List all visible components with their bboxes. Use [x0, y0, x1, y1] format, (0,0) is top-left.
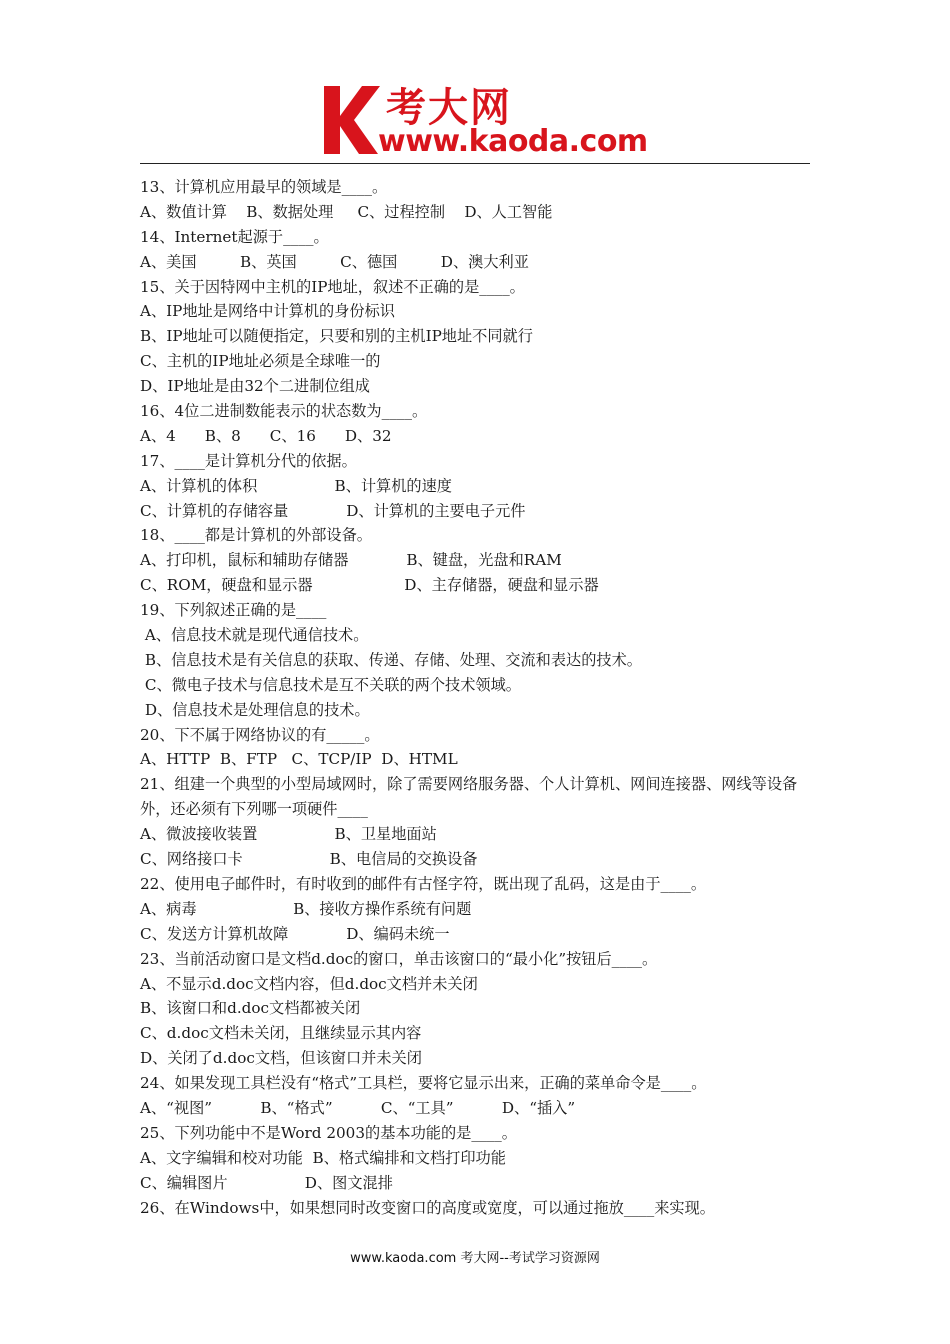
option-line: D、信息技术是处理信息的技术。: [140, 700, 370, 719]
option-line: A、不显示d.doc文档内容，但d.doc文档并未关闭: [140, 974, 478, 993]
option-line: A、微波接收装置 B、卫星地面站: [140, 825, 437, 844]
question-line: 24、如果发现工具栏没有“格式”工具栏，要将它显示出来，正确的菜单命令是____。: [140, 1074, 707, 1093]
option-line: D、IP地址是由32个二进制位组成: [140, 377, 370, 396]
question-list: [140, 175, 812, 1220]
brand-url: www.kaoda.com: [378, 124, 648, 159]
question-line: 26、在Windows中，如果想同时改变窗口的高度或宽度，可以通过拖放____来实现。: [140, 1198, 715, 1217]
option-line: C、主机的IP地址必须是全球唯一的: [140, 352, 381, 371]
option-line: A、信息技术就是现代通信技术。: [140, 626, 369, 645]
option-line: A、IP地址是网络中计算机的身份标识: [140, 302, 395, 321]
option-line: A、HTTP B、FTP C、TCP/IP D、HTML: [140, 750, 458, 769]
question-line: 20、下不属于网络协议的有_____。: [140, 725, 380, 744]
option-line: A、打印机，鼠标和辅助存储器 B、键盘，光盘和RAM: [140, 551, 562, 570]
header-divider: [140, 163, 810, 164]
question-line: 16、4位二进制数能表示的状态数为____。: [140, 402, 428, 421]
option-line: C、编辑图片 D、图文混排: [140, 1173, 393, 1192]
option-line: D、关闭了d.doc文档，但该窗口并未关闭: [140, 1049, 422, 1068]
question-line: 17、____是计算机分代的依据。: [140, 451, 357, 470]
option-line: A、美国 B、英国 C、德国 D、澳大利亚: [140, 252, 529, 271]
question-line: 18、____都是计算机的外部设备。: [140, 526, 372, 545]
option-line: C、网络接口卡 B、电信局的交换设备: [140, 850, 478, 869]
k-letter-logo-icon: [318, 82, 384, 158]
option-line: A、数值计算 B、数据处理 C、过程控制 D、人工智能: [140, 202, 553, 221]
option-line: C、ROM，硬盘和显示器 D、主存储器，硬盘和显示器: [140, 576, 599, 595]
option-line: B、该窗口和d.doc文档都被关闭: [140, 999, 361, 1018]
option-line: A、病毒 B、接收方操作系统有问题: [140, 899, 472, 918]
option-line: B、IP地址可以随便指定，只要和别的主机IP地址不同就行: [140, 327, 533, 346]
option-line: C、微电子技术与信息技术是互不关联的两个技术领域。: [140, 675, 521, 694]
question-line: 19、下列叙述正确的是____: [140, 601, 327, 620]
option-line: A、计算机的体积 B、计算机的速度: [140, 476, 452, 495]
option-line: C、计算机的存储容量 D、计算机的主要电子元件: [140, 501, 526, 520]
question-line: 23、当前活动窗口是文档d.doc的窗口，单击该窗口的“最小化”按钮后____。: [140, 949, 658, 968]
question-line-wrapped: 21、组建一个典型的小型局域网时，除了需要网络服务器、个人计算机、网间连接器、网线等设备外，还必须有下列哪一项硬件____: [140, 775, 798, 819]
option-line: A、文字编辑和校对功能 B、格式编排和文档打印功能: [140, 1148, 506, 1167]
option-line: A、“视图” B、“格式” C、“工具” D、“插入”: [140, 1098, 576, 1117]
brand-chinese: 考大网: [386, 85, 512, 131]
option-line: A、4 B、8 C、16 D、32: [140, 426, 392, 445]
question-line: 22、使用电子邮件时，有时收到的邮件有古怪字符，既出现了乱码，这是由于____。: [140, 874, 707, 893]
option-line: B、信息技术是有关信息的获取、传递、存储、处理、交流和表达的技术。: [140, 650, 642, 669]
option-line: C、发送方计算机故障 D、编码未统一: [140, 924, 450, 943]
question-line: 13、计算机应用最早的领域是____。: [140, 178, 388, 196]
kaoda-logo: [318, 76, 648, 162]
question-line: 25、下列功能中不是Word 2003的基本功能的是____。: [140, 1123, 517, 1142]
option-line: C、d.doc文档未关闭，且继续显示其内容: [140, 1024, 422, 1043]
question-line: 14、Internet起源于____。: [140, 227, 329, 246]
question-line: 15、关于因特网中主机的IP地址，叙述不正确的是____。: [140, 277, 525, 296]
page-footer: www.kaoda.com 考大网--考试学习资源网: [350, 1251, 600, 1266]
